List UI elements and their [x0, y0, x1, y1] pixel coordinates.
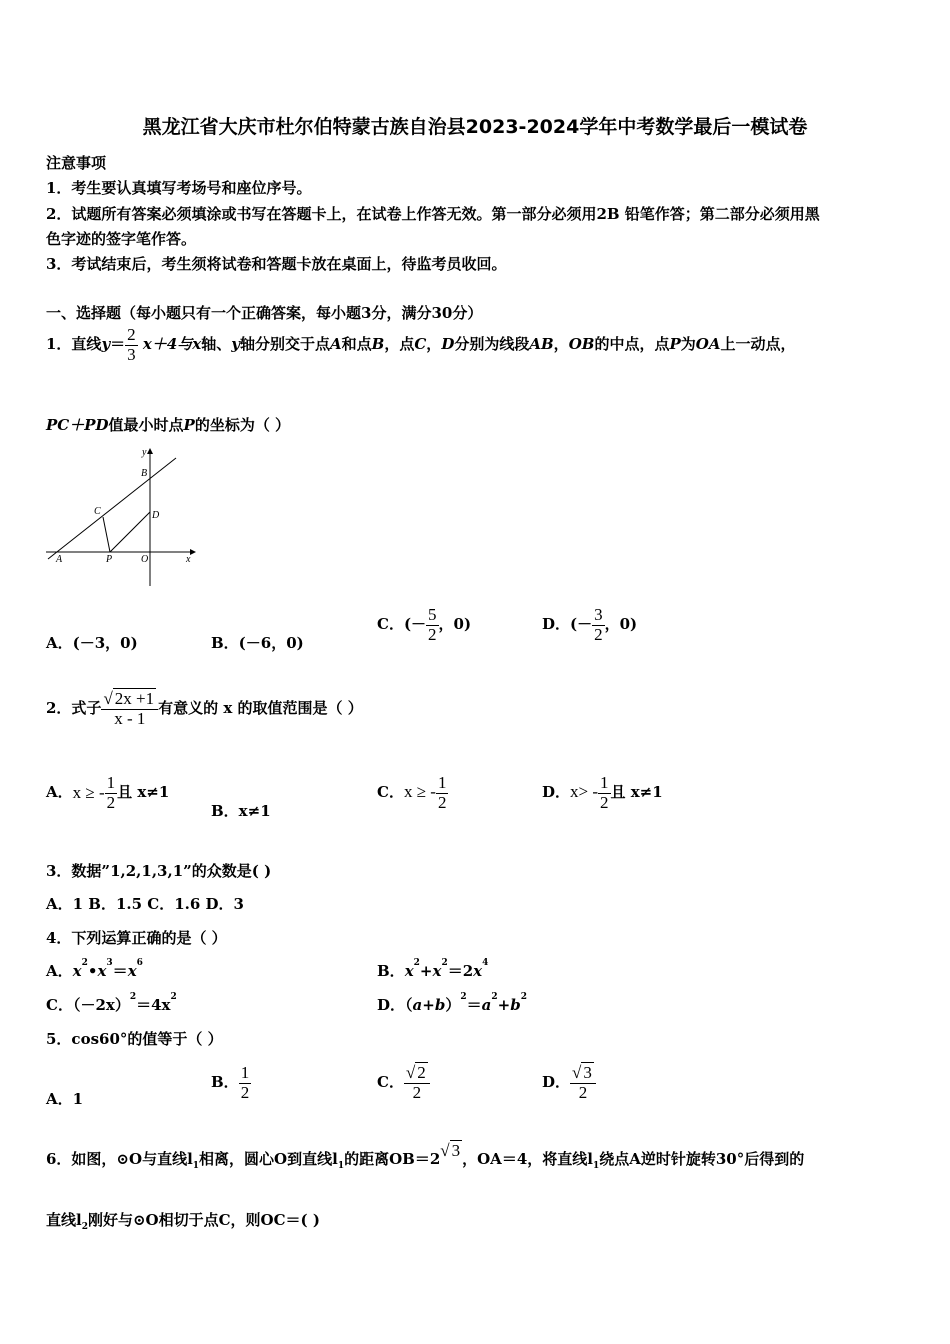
- notice-item-2: 2．试题所有答案必须填涂或书写在答题卡上，在试卷上作答无效。第一部分必须用2B 铅笔作答；第二部分必须用黑: [46, 205, 820, 223]
- question-1-stem-line2: PC＋PD值最小时点P的坐标为（ ）: [46, 416, 291, 434]
- question-3-options: A．1 B．1.5 C．1.6 D．3: [46, 895, 244, 913]
- notice-heading: 注意事项: [46, 154, 107, 172]
- label-P: P: [106, 554, 113, 565]
- question-4-stem: 4．下列运算正确的是（ ）: [46, 929, 227, 947]
- q2-option-b: B．x≠1: [211, 802, 271, 820]
- x-axis-arrow: [190, 549, 196, 555]
- segment-PC: [103, 517, 110, 552]
- line-AB: [48, 458, 176, 559]
- question-1-stem: 1．直线y＝ $\frac{2}{3}$ x＋4与x轴、y轴分别交于点A和点B，点C，D分别为线段AB，OB的中点，点P为OA上一动点，: [46, 325, 796, 364]
- label-x: x: [186, 554, 191, 565]
- question-6-stem-line2: 直线$l_2$刚好与⊙O相切于点C，则OC＝( ): [46, 1211, 320, 1232]
- label-D: D: [152, 510, 160, 521]
- q1-option-d: D．(－ $\frac{3}{2}$ ，0): [542, 605, 638, 644]
- q5-option-b: B． $\frac{1}{2}$: [211, 1063, 250, 1102]
- label-A: A: [56, 554, 63, 565]
- page-title: 黑龙江省大庆市杜尔伯特蒙古族自治县2023-2024学年中考数学最后一模试卷: [142, 116, 808, 138]
- fraction-two-thirds: $\frac{2}{3}$: [127, 325, 136, 364]
- y-axis-arrow: [147, 448, 153, 454]
- question-2-stem: 2．式子 $\frac{√ 2x +1}{x - 1}$ 有意义的 x 的取值范围是（ ）: [46, 689, 363, 728]
- notice-item-2-cont: 色字迹的签字笔作答。: [46, 230, 197, 248]
- q1-option-c: C．(－ $\frac{5}{2}$ ，0): [377, 605, 472, 644]
- question-6-stem: 6．如图，⊙O与直线$l_1$相离，圆心O到直线$l_1$的距离OB＝2√ 3 ，OA＝4，将直线$l_1$绕点A逆时针旋转30°后得到的: [46, 1141, 805, 1171]
- notice-item-3: 3．考试结束后，考生须将试卷和答题卡放在桌面上，待监考员收回。: [46, 255, 507, 273]
- q4-option-d: D．$(a+b)^2=a^2+b^2$: [377, 992, 527, 1014]
- label-O: O: [141, 554, 149, 565]
- q4-option-a: A．$x^2•x^3=x^6$: [46, 958, 143, 980]
- section-heading: 一、选择题（每小题只有一个正确答案，每小题3分，满分30分）: [46, 304, 483, 322]
- notice-item-1: 1．考生要认真填写考场号和座位序号。: [46, 179, 312, 197]
- radical-fraction: $\frac{√ 2x +1}{x - 1}$: [101, 690, 158, 728]
- segment-PD: [110, 512, 150, 552]
- q2-option-a: A．x ≥ - $\frac{1}{2}$ 且 x≠1: [46, 773, 170, 812]
- q2-option-d: D．x> - $\frac{1}{2}$ 且 x≠1: [542, 773, 663, 812]
- label-B: B: [141, 468, 148, 479]
- question-3-stem: 3．数据”1,2,1,3,1”的众数是( ): [46, 862, 272, 880]
- q4-option-b: B．$x^2+x^2=2x^4$: [377, 958, 489, 980]
- q5-option-a: A．1: [46, 1090, 84, 1108]
- q2-option-c: C．x ≥ - $\frac{1}{2}$: [377, 773, 447, 812]
- q1-option-a: A．(－3，0): [46, 634, 138, 652]
- label-y: y: [142, 447, 147, 458]
- q4-option-c: C．$(-2x)^2=4x^2$: [46, 992, 177, 1014]
- q5-option-d: D． $\frac{√ 3}{2}$: [542, 1064, 596, 1102]
- question-1-figure: [44, 446, 196, 592]
- label-C: C: [94, 506, 101, 517]
- q5-option-c: C． $\frac{√ 2}{2}$: [377, 1064, 430, 1102]
- q1-option-b: B．(－6，0): [211, 634, 304, 652]
- question-5-stem: 5．cos60°的值等于（ ）: [46, 1030, 223, 1048]
